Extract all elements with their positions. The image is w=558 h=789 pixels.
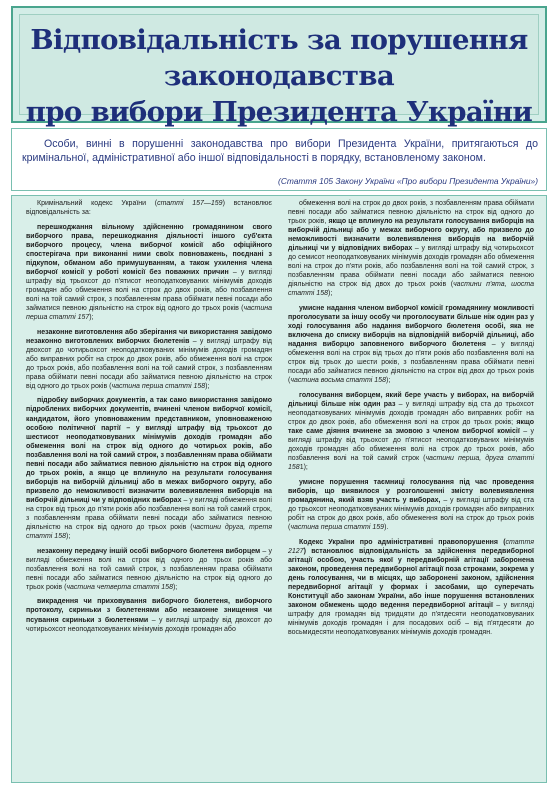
paragraph xyxy=(26,396,272,541)
paragraph xyxy=(26,328,272,391)
paragraph xyxy=(288,538,534,638)
paragraph xyxy=(26,223,272,323)
title-line-1: Відповідальність за порушення законодавства xyxy=(30,24,528,92)
bold-text: перешкоджання вільному здійсненню громадянином свого виборчого права, перешкоджання діяльності іншого суб'єкта виборчого процесу, члена виборчої комісії або офіційного спостерігача при виконанні ними своїх повноважень, поєднані з підкупом, обманом або примушуванням, а також ухилення члена виборчої комісії у роботі комісії без поважних причин xyxy=(26,223,272,276)
bold-text: викрадення чи приховування виборчого бюлетеня, виборчого протоколу, скриньки з бюлетенями або незаконне знищення чи псування скриньки з бюлетенями xyxy=(26,598,272,624)
text-span: – у вигляді обмеження волі на строк від трьох до п'яти років або позбавлення волі на строк від трьох до шести років, з позбавленням права обіймати певні посади або займатися певною діяльністю на строк від двох до трьох років ( xyxy=(288,341,535,385)
citation-text: частина восьма статті 158 xyxy=(290,377,386,385)
bold-text: якщо це вплинуло на результати голосування виборців на виборчій дільниці або у межах виборчого округу, або призвело до неможливості визначити волевиявлення виборців на виборчій дільниці чи у відповідних виборах xyxy=(288,218,534,253)
citation-text: частини перша, друга статті 158 xyxy=(288,455,535,472)
text-span: – у вигляді штрафу від двохсот до чотирьохсот неоподатковуваних мінімумів доходів громадян або xyxy=(26,616,272,633)
paragraph xyxy=(26,199,272,217)
right-column xyxy=(288,199,534,643)
citation-text: частина перша статті 158 xyxy=(111,382,206,390)
paragraph xyxy=(26,597,272,633)
text-span: обмеження волі на строк до двох років, з позбавленням права обіймати певні посади або займатися певною діяльністю на строк від одного до трьох років, xyxy=(288,200,534,226)
text-span: – у вигляді обмеження волі на строк від трьох до п'яти років або позбавлення волі на той самий строк, з позбавленням права обіймати певні посади або займатися певною діяльністю на строк від одного до трьох років ( xyxy=(26,496,272,532)
citation-text: частина четверта статті 158 xyxy=(66,583,173,591)
body-box xyxy=(11,195,547,783)
bold-text: незаконну передачу іншій особі виборчого бюлетеня виборцем xyxy=(37,547,261,555)
paragraph xyxy=(26,547,272,592)
text-span: ); xyxy=(89,314,94,322)
bold-text: Кодекс України про адміністративні правопорушення ( xyxy=(299,538,506,546)
text-span: ). xyxy=(384,524,389,532)
bold-text: – у вигляді штрафу від трьохсот до шестисот неоподатковуваних мінімумів доходів громадян або обмеження волі на строк від одного до чотирьох років, або позбавлення волі на той самий строк, з позбавленням права обіймати певні посади або займатися певною діяльністю на строк від одного до трьох років, а якщо це вплинуло на результати голосування виборців на виборчій дільниці або в межах виборчого округу, або призвело до неможливості визначити волевиявлення виборців на виборчій дільниці чи у відповідних виборах xyxy=(26,424,272,504)
text-span: – у вигляді штрафу від ста до трьохсот неоподатковуваних мінімумів доходів громадян або виправних робіт на строк до двох років, або обмеження волі на строк до трьох років; xyxy=(288,400,534,427)
paragraph xyxy=(288,391,534,472)
bold-text: підробку виборчих документів, а так само використання завідомо підроблених виборчих документів, вчинені членом виборчої комісії, кандидатом, його уповноваженим представником, уповноваженою особою політичної партії xyxy=(26,397,272,432)
title-banner xyxy=(11,6,547,128)
paragraph xyxy=(288,199,534,299)
text-span: ); xyxy=(66,533,71,541)
intro-text: Особи, винні в порушенні законодавства про вибори Президента України, притягаються до кримінальної, адміністративної або іншої відповідальності в порядку, встановленому законом. xyxy=(22,138,538,164)
text-span: – у вигляді штрафу від ста до трьохсот неоподатковуваних мінімумів доходів громадян або виправних робіт на строк до двох років, або обмеження волі на строк до трьох років ( xyxy=(288,496,534,532)
bold-text: умисне надання членом виборчої комісії громадянину можливості проголосувати за іншу особу чи проголосувати більше ніж один раз у ході голосування або надання виборчого бюлетеня особі, яка не включена до списку виборців на відповідній виборчій дільниці, або надання виборцю заповненого виборчого бюлетеня xyxy=(288,305,534,349)
title-line-2: про вибори Президента України xyxy=(25,96,533,128)
text-span: – у вигляді штрафу для громадян від тридцяти до п'ятдесяти неоподатковуваних мінімумів доходів громадян і для посадових осіб – від п'ятдесяти до восьмидесяти неоподатковуваних мінімумів доходів громадян. xyxy=(288,601,534,637)
text-span: Кримінальний кодекс України ( xyxy=(37,200,158,207)
paragraph xyxy=(288,478,534,532)
page-title xyxy=(13,22,545,130)
text-span: ); xyxy=(205,382,210,390)
left-column xyxy=(26,199,272,639)
text-span: ); xyxy=(328,290,333,298)
text-span: – у вигляді штрафу від трьохсот до п'ятисот неоподатковуваних мінімумів доходів громадян або обмеження волі на строк до двох років, або позбавлення волі на той самий строк, з позбавленням права обіймати певні посади або займатися певною діяльністю на строк від одного до трьох років ( xyxy=(26,268,272,313)
bold-text: незаконне виготовлення або зберігання чи використання завідомо незаконно виготовлених виборчих бюлетенів xyxy=(26,328,272,345)
text-span: – у вигляді штрафу від трьохсот до п'ятисот неоподатковуваних мінімумів доходів громадян або обмеження волі на строк до трьох років, або позбавлення волі на той самий строк ( xyxy=(288,428,534,463)
citation-text: частини п'ята, шоста статті 158 xyxy=(288,281,534,298)
paragraph xyxy=(288,304,534,385)
text-span: – у вигляді штрафу від чотирьохсот до семисот неоподатковуваних мінімумів доходів громадян або обмеження волі на строк до п'яти років, або позбавлення волі на той самий строк, з позбавленням права обіймати певні посади або займатися певною діяльністю на строк від двох до трьох років ( xyxy=(288,245,534,289)
citation-text: частини друга, третя статті 158 xyxy=(26,524,272,541)
bold-text: умисне порушення таємниці голосування під час проведення виборів, що виявилося у розголошенні змісту волевиявлення громадянина, який взяв участь у виборах, xyxy=(288,478,534,504)
citation-text: частина перша статті 159 xyxy=(290,524,385,532)
intro-source: (Стаття 105 Закону України «Про вибори Президента України») xyxy=(278,176,538,186)
text-span: – у вигляді обмеження волі на строк від одного до трьох років або позбавлення волі на той самий строк, з позбавленням права обіймати певні посади або займатися певною діяльністю на строк від одного до трьох років ( xyxy=(26,547,272,591)
bold-text: голосування виборцем, який бере участь у виборах, на виборчій дільниці більше ніж один раз xyxy=(288,391,534,408)
intro-box xyxy=(11,128,547,191)
citation-text: статті 157—159 xyxy=(157,200,223,207)
text-span: – у вигляді штрафу від двохсот до чотирьохсот неоподатковуваних мінімумів доходів громадян або виправних робіт на строк до двох років, або обмеження волі на строк до трьох років, або позбавлення волі на той самий строк, з позбавленням права обіймати певні посади або займатися певною діяльністю на строк від одного до трьох років ( xyxy=(26,337,272,390)
text-span: ); xyxy=(385,377,391,385)
text-span: ); xyxy=(172,583,178,591)
text-span: ) встановлює відповідальність за: xyxy=(26,200,272,217)
citation-text: стаття 2127 xyxy=(288,538,534,555)
bold-text: ) встановлює відповідальність за здійснення передвиборної агітації особою, участь якої у передвиборній агітації заборонена законом, проведення передвиборної агітації поза строками, зокрема у день голосування, чи в місцях, що заборонені законом, здійснення передвиборної агітації у формах і засобами, що суперечать Конституції або законам України, або інше порушення встановлених законом обмежень щодо ведення передвиборної агітації xyxy=(288,547,534,609)
bold-text: якщо таке саме діяння вчинене за змовою з членом виборчої комісії xyxy=(288,419,534,436)
text-span: 1); xyxy=(299,464,308,472)
citation-text: частина перша статті 157 xyxy=(26,305,272,322)
